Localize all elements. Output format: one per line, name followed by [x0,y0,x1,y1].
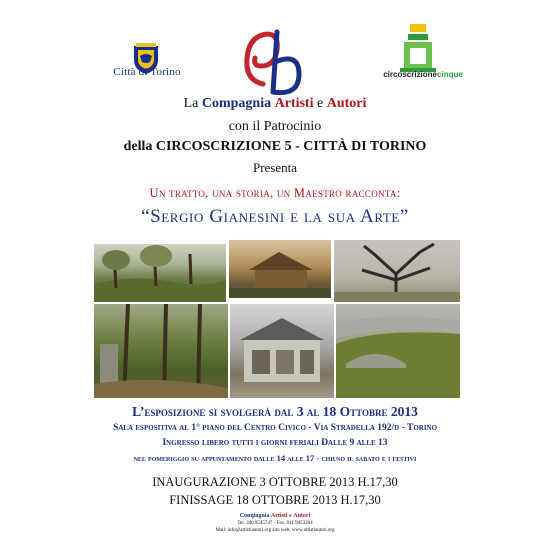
circoscrizione-line: della CIRCOSCRIZIONE 5 - CITTÀ DI TORINO [123,139,427,154]
finissage-line: FINISSAGE 18 OTTOBRE 2013 H.17,30 [169,493,381,507]
painting-barn [229,240,331,298]
painting-kiosk [230,304,334,398]
footer-brand: Compagnia Artisti e Autori [239,513,311,519]
patronage-line: con il Patrocinio [228,119,322,134]
painting-forest-path [94,304,228,398]
afternoon-hours: nel pomeriggio su appuntamento dalle 14 alle 17 - chiuso il sabato e i festivi [133,453,417,463]
torino-label: Città di Torino [113,66,181,78]
exhibition-dates: L’esposizione si svolgerà dal 3 al 18 Ottobre 2013 [132,404,418,419]
footer-contact: Mail: info@artistiautori.org sito web: www.artistiautori.org [215,528,335,533]
painting-trees-landscape [94,244,226,302]
paintings-collage [94,240,460,398]
artisti-autori-monogram-icon [233,22,315,100]
presenta-line: Presenta [252,160,298,175]
painting-bare-tree [334,240,460,302]
circoscrizione-label: circoscrizionecinque [383,70,463,79]
subtitle-line: Un tratto, una storia, un Maestro racconta: [149,186,401,200]
inauguration-line: INAUGURAZIONE 3 OTTOBRE 2013 H.17,30 [152,475,398,489]
opening-hours: Ingresso libero tutti i giorni feriali Dalle 9 alle 13 [162,438,388,448]
painting-bridge-valley [336,304,460,398]
organizer-line: La Compagnia Artisti e Autori [183,96,367,111]
exhibition-venue: Sala espositiva al 1° piano del Centro Civico - Via Stradella 192/d - Torino [112,423,438,433]
exhibition-title: “Sergio Gianesini e la sua Arte” [141,206,409,227]
footer-phone: Tel. 340.9545747 - Fax. 011.9453204 [237,521,313,526]
